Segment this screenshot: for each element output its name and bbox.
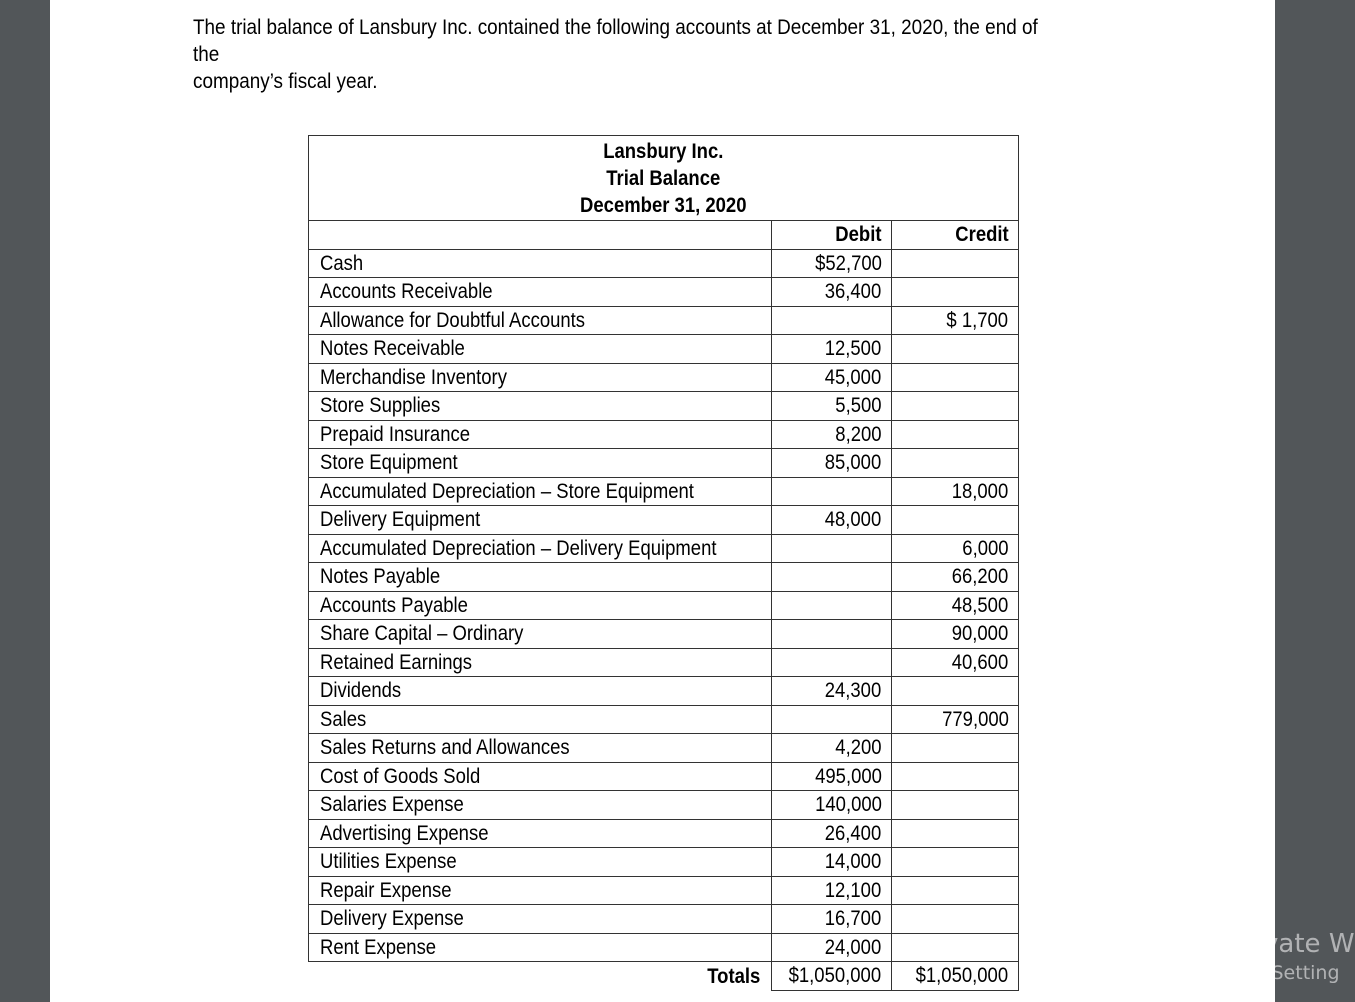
table-row: [309, 306, 1019, 335]
table-title-cell: [309, 136, 1019, 221]
debit-amount: 45,000: [771, 363, 891, 392]
table-row: [309, 420, 1019, 449]
table-row: [309, 278, 1019, 307]
debit-amount: [771, 705, 891, 734]
table-title-row: [309, 136, 1019, 221]
table-row: [309, 819, 1019, 848]
table-row: [309, 563, 1019, 592]
statement-title: Trial Balance: [606, 167, 721, 190]
activation-watermark: [1214, 928, 1355, 986]
debit-amount: [771, 563, 891, 592]
trial-balance-table: [308, 135, 1019, 991]
account-name: Share Capital – Ordinary: [309, 620, 772, 649]
table-row: [309, 363, 1019, 392]
account-name: Notes Payable: [309, 563, 772, 592]
activate-text: Activate W: [1214, 929, 1355, 959]
table-row: [309, 506, 1019, 535]
account-name: Store Supplies: [309, 392, 772, 421]
table-row: [309, 648, 1019, 677]
account-name: Rent Expense: [309, 933, 772, 962]
table-row: [309, 876, 1019, 905]
table-row: [309, 734, 1019, 763]
settings-text: Go to Setting: [1214, 962, 1340, 984]
table-row: [309, 335, 1019, 364]
account-name: Allowance for Doubtful Accounts: [309, 306, 772, 335]
totals-row: [309, 962, 1019, 991]
table-row: [309, 449, 1019, 478]
table-row: [309, 933, 1019, 962]
table-row: [309, 848, 1019, 877]
table-row: [309, 762, 1019, 791]
credit-amount: [891, 876, 1018, 905]
debit-amount: 495,000: [771, 762, 891, 791]
credit-amount: 18,000: [891, 477, 1018, 506]
credit-amount: [891, 848, 1018, 877]
credit-amount: [891, 905, 1018, 934]
credit-amount: 90,000: [891, 620, 1018, 649]
credit-amount: [891, 933, 1018, 962]
debit-amount: [771, 477, 891, 506]
debit-amount: [771, 591, 891, 620]
table-row: [309, 392, 1019, 421]
account-name: Repair Expense: [309, 876, 772, 905]
total-credit: $1,050,000: [891, 962, 1018, 991]
account-name: Retained Earnings: [309, 648, 772, 677]
table-row: [309, 534, 1019, 563]
debit-amount: 8,200: [771, 420, 891, 449]
account-name: Sales Returns and Allowances: [309, 734, 772, 763]
totals-label: Totals: [309, 962, 772, 991]
account-name: Salaries Expense: [309, 791, 772, 820]
credit-amount: $ 1,700: [891, 306, 1018, 335]
account-name: Prepaid Insurance: [309, 420, 772, 449]
account-name: Delivery Expense: [309, 905, 772, 934]
credit-amount: 6,000: [891, 534, 1018, 563]
credit-amount: [891, 506, 1018, 535]
company-name: Lansbury Inc.: [603, 140, 724, 163]
account-name: Accounts Receivable: [309, 278, 772, 307]
table-row: [309, 705, 1019, 734]
credit-amount: [891, 677, 1018, 706]
account-name: Merchandise Inventory: [309, 363, 772, 392]
account-name: Accumulated Depreciation – Store Equipment: [309, 477, 772, 506]
account-name: Sales: [309, 705, 772, 734]
credit-amount: [891, 335, 1018, 364]
intro-paragraph: [193, 14, 1057, 95]
credit-amount: [891, 819, 1018, 848]
credit-amount: [891, 420, 1018, 449]
credit-amount: [891, 363, 1018, 392]
account-header-cell: [309, 221, 772, 250]
total-debit: $1,050,000: [771, 962, 891, 991]
table-row: [309, 477, 1019, 506]
account-name: Utilities Expense: [309, 848, 772, 877]
debit-amount: 140,000: [771, 791, 891, 820]
debit-amount: [771, 306, 891, 335]
table-row: [309, 249, 1019, 278]
debit-amount: 36,400: [771, 278, 891, 307]
account-name: Cost of Goods Sold: [309, 762, 772, 791]
credit-amount: [891, 392, 1018, 421]
credit-amount: [891, 249, 1018, 278]
credit-header: Credit: [891, 221, 1018, 250]
credit-amount: [891, 449, 1018, 478]
account-name: Dividends: [309, 677, 772, 706]
account-name: Advertising Expense: [309, 819, 772, 848]
debit-amount: 5,500: [771, 392, 891, 421]
debit-amount: 12,100: [771, 876, 891, 905]
debit-amount: 85,000: [771, 449, 891, 478]
document-page: [50, 0, 1275, 1002]
credit-amount: 779,000: [891, 705, 1018, 734]
debit-amount: 24,000: [771, 933, 891, 962]
debit-amount: 26,400: [771, 819, 891, 848]
debit-amount: [771, 648, 891, 677]
table-row: [309, 791, 1019, 820]
column-header-row: [309, 221, 1019, 250]
credit-amount: 40,600: [891, 648, 1018, 677]
intro-line-2: company’s fiscal year.: [193, 70, 378, 93]
table-row: [309, 591, 1019, 620]
intro-line-1: The trial balance of Lansbury Inc. contained the following accounts at December 31, 2020, the end of the: [193, 16, 1038, 66]
account-name: Accumulated Depreciation – Delivery Equipment: [309, 534, 772, 563]
credit-amount: [891, 762, 1018, 791]
account-name: Cash: [309, 249, 772, 278]
debit-header: Debit: [771, 221, 891, 250]
credit-amount: [891, 734, 1018, 763]
debit-amount: [771, 534, 891, 563]
account-name: Notes Receivable: [309, 335, 772, 364]
statement-date: December 31, 2020: [580, 194, 747, 217]
debit-amount: 48,000: [771, 506, 891, 535]
credit-amount: [891, 278, 1018, 307]
debit-amount: 4,200: [771, 734, 891, 763]
table-row: [309, 905, 1019, 934]
account-name: Accounts Payable: [309, 591, 772, 620]
table-row: [309, 620, 1019, 649]
credit-amount: [891, 791, 1018, 820]
account-name: Store Equipment: [309, 449, 772, 478]
debit-amount: 14,000: [771, 848, 891, 877]
debit-amount: 24,300: [771, 677, 891, 706]
table-row: [309, 677, 1019, 706]
debit-amount: 12,500: [771, 335, 891, 364]
debit-amount: 16,700: [771, 905, 891, 934]
debit-amount: [771, 620, 891, 649]
account-name: Delivery Equipment: [309, 506, 772, 535]
debit-amount: $52,700: [771, 249, 891, 278]
credit-amount: 66,200: [891, 563, 1018, 592]
credit-amount: 48,500: [891, 591, 1018, 620]
